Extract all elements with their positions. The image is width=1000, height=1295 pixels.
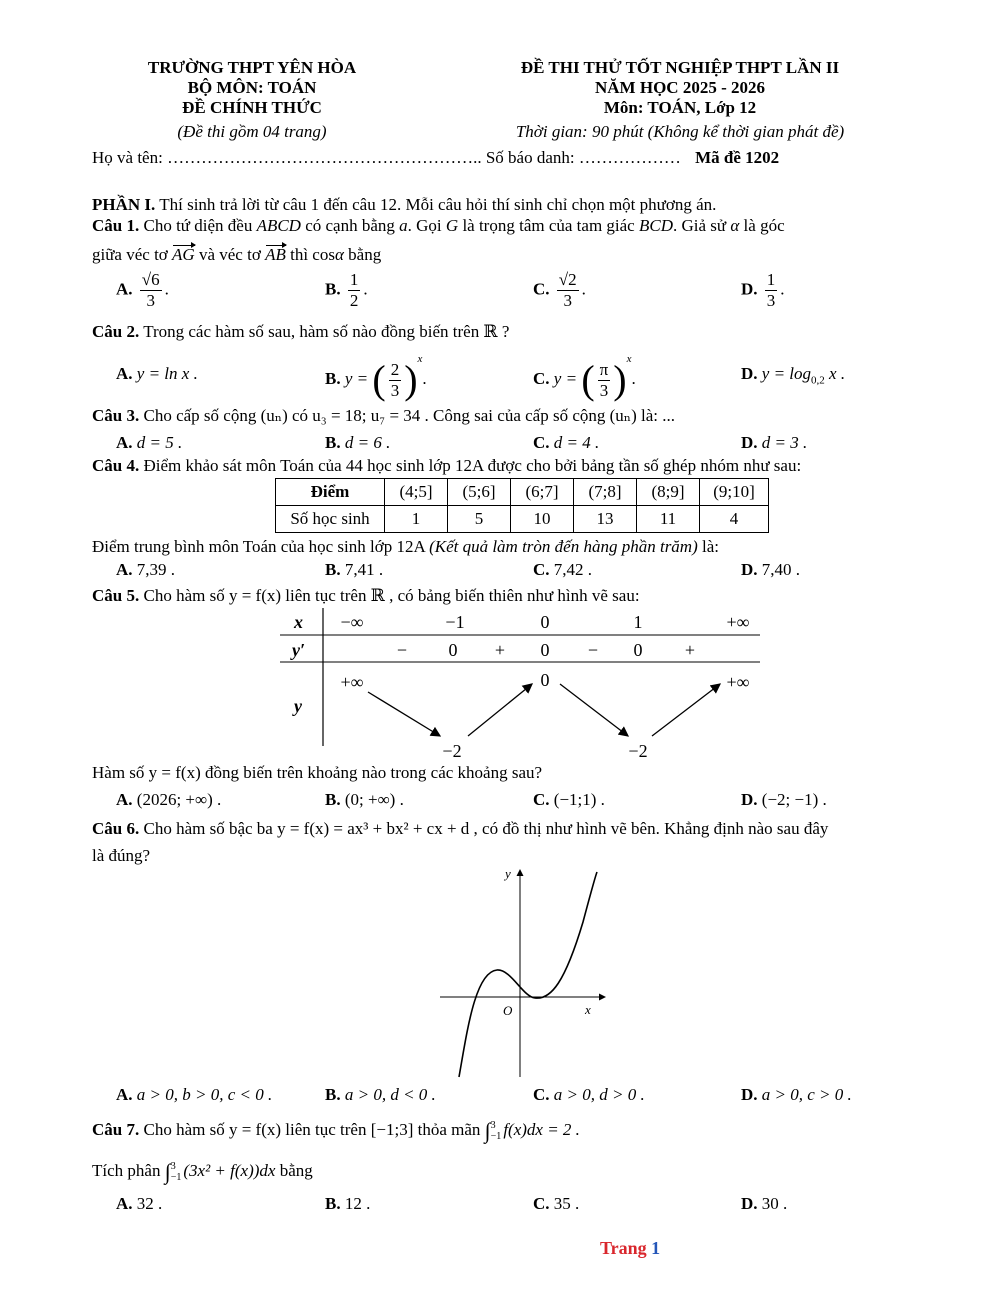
table-cell: (6;7] [511,479,574,506]
q4-option-b[interactable]: B. 7,41 . [325,560,384,579]
q5-question: Câu 5. Cho hàm số y = f(x) liên tục trên ℝ , có bảng biến thiên như hình vẽ sau: [92,586,640,605]
q1-line1: Câu 1. Cho tứ diện đều ABCD có cạnh bằng a. Gọi G là trọng tâm của tam giác BCD. Giả sử α là góc [92,216,785,235]
q6-option-b[interactable]: B. a > 0, d < 0 . [325,1085,436,1104]
bbt-x-label: x [294,612,303,632]
bbt-x-value: −1 [445,612,465,632]
frequency-table [275,478,769,533]
name-field: Họ và tên: ……………………………………………….. Số báo danh: ……………… Mã đề 1202 [92,148,780,167]
bbt-sign: − [396,640,408,660]
q3-option-d[interactable]: D. d = 3 . [741,433,808,452]
bbt-sign: 0 [448,640,458,660]
bbt-x-value: 0 [540,612,550,632]
q1-option-b[interactable]: B. $\frac{1}{2}$ . [325,270,368,310]
table-cell: (9;10] [700,479,769,506]
bbt-y-top: 0 [540,670,550,690]
table-header-score: Điểm [276,479,385,506]
table-row [276,506,769,533]
bbt-y-bottom: −2 [442,741,462,761]
bbt-y-top: +∞ [340,672,364,692]
bbt-x-value: −∞ [340,612,364,632]
table-cell: 13 [574,506,637,533]
q1-line2: giữa véc tơ AG và véc tơ AB thì cosα bằng [92,245,382,264]
table-cell: (4;5] [385,479,448,506]
q4-option-d[interactable]: D. 7,40 . [741,560,801,579]
school-name: TRƯỜNG THPT YÊN HÒA [147,58,357,77]
page-footer [600,1238,660,1259]
bbt-sign: 0 [633,640,643,660]
table-header-count: Số học sinh [276,506,385,533]
q1-option-c[interactable]: C. $\frac{√2}{3}$ . [533,270,586,310]
q2-option-a[interactable]: A. y = ln x . [116,364,198,383]
table-cell: (7;8] [574,479,637,506]
q1-option-d[interactable]: D. $\frac{1}{3}$ . [741,270,785,310]
q6-question-cont: là đúng? [92,846,151,865]
q7-question: Câu 7. Cho hàm số y = f(x) liên tục trên [−1;3] thỏa mãn ∫ 3 −1 f(x)dx = 2 . [92,1118,580,1143]
q4-option-c[interactable]: C. 7,42 . [533,560,593,579]
bbt-yprime-label: y′ [292,640,306,660]
table-cell: (5;6] [448,479,511,506]
bbt-sign: 0 [540,640,550,660]
vector-ab: AB [265,245,286,264]
bbt-y-label: y [294,696,302,716]
q5-option-d[interactable]: D. (−2; −1) . [741,790,827,809]
q5-option-b[interactable]: B. (0; +∞) . [325,790,404,809]
bbt-x-value: 1 [633,612,643,632]
q6-question: Câu 6. Cho hàm số bậc ba y = f(x) = ax³ + bx² + cx + d , có đồ thị như hình vẽ bên. Khẳng định nào sau đây [92,819,829,838]
page-number: 1 [651,1238,661,1258]
table-cell: 10 [511,506,574,533]
q6-option-d[interactable]: D. a > 0, c > 0 . [741,1085,852,1104]
bbt-sign: + [684,640,696,660]
bbt-y-bottom: −2 [628,741,648,761]
q7-option-b[interactable]: B. 12 . [325,1194,371,1213]
exam-code: Mã đề 1202 [695,148,780,167]
q6-option-a[interactable]: A. a > 0, b > 0, c < 0 . [116,1085,273,1104]
graph-y-label: y [505,866,511,881]
table-cell: 5 [448,506,511,533]
bbt-x-value: +∞ [726,612,750,632]
table-cell: 11 [637,506,700,533]
q2-option-b[interactable]: B. y = ( $\frac{2}{3}$ )$^x$. [325,353,427,403]
q2-option-c[interactable]: C. y = ( $\frac{\pi}{3}$ )$^x$. [533,353,636,403]
table-cell: (8;9] [637,479,700,506]
q2-question: Câu 2. Trong các hàm số sau, hàm số nào đồng biến trên ℝ ? [92,322,510,341]
q5-option-a[interactable]: A. (2026; +∞) . [116,790,222,809]
q4-question: Câu 4. Điểm khảo sát môn Toán của 44 học sinh lớp 12A được cho bởi bảng tần số ghép nhóm như sau: [92,456,802,475]
bbt-y-top: +∞ [726,672,750,692]
page-word: Trang [600,1238,647,1258]
subject: Môn: TOÁN, Lớp 12 [603,98,757,117]
graph-origin-label: O [503,1003,513,1018]
q6-option-c[interactable]: C. a > 0, d > 0 . [533,1085,645,1104]
table-cell: 4 [700,506,769,533]
q1-option-a[interactable]: A. $\frac{√6}{3}$ . [116,270,169,310]
q3-option-c[interactable]: C. d = 4 . [533,433,600,452]
table-cell: 1 [385,506,448,533]
q2-option-d[interactable]: D. $y = \log_{0,2} x$ . [741,364,846,387]
school-year: NĂM HỌC 2025 - 2026 [595,78,765,97]
time-note: Thời gian: 90 phút (Không kể thời gian phát đề) [515,122,845,141]
q7-option-a[interactable]: A. 32 . [116,1194,163,1213]
cubic-graph [435,862,620,1082]
q3-question: Câu 3. Cho cấp số cộng (uₙ) có u₃ = 18; u₇ = 34 . Công sai của cấp số cộng (uₙ) là: ... [92,406,676,425]
q3-option-b[interactable]: B. d = 6 . [325,433,391,452]
q7-option-d[interactable]: D. 30 . [741,1194,788,1213]
variation-table [280,608,765,764]
q4-prompt: Điểm trung bình môn Toán của học sinh lớp 12A (Kết quả làm tròn đến hàng phần trăm) là: [92,537,719,556]
bbt-sign: + [494,640,506,660]
q7-question-line2: Tích phân ∫ 3 −1 (3x² + f(x))dx bằng [92,1159,313,1184]
bbt-sign: − [587,640,599,660]
q5-prompt: Hàm số y = f(x) đồng biến trên khoảng nào trong các khoảng sau? [92,763,543,782]
q3-option-a[interactable]: A. d = 5 . [116,433,183,452]
department: BỘ MÔN: TOÁN [187,78,317,97]
pages-note: (Đề thi gồm 04 trang) [177,122,327,141]
q5-option-c[interactable]: C. (−1;1) . [533,790,605,809]
q4-option-a[interactable]: A. 7,39 . [116,560,176,579]
graph-x-label: x [585,1002,591,1017]
official-label: ĐỀ CHÍNH THỨC [182,98,322,117]
q7-option-c[interactable]: C. 35 . [533,1194,580,1213]
table-row [276,479,769,506]
part1-intro: PHẦN I. Thí sinh trả lời từ câu 1 đến câu 12. Mỗi câu hỏi thí sinh chỉ chọn một phương án. [92,195,717,214]
exam-title: ĐỀ THI THỬ TỐT NGHIỆP THPT LẦN II [520,58,840,77]
vector-ag: AG [172,245,195,264]
